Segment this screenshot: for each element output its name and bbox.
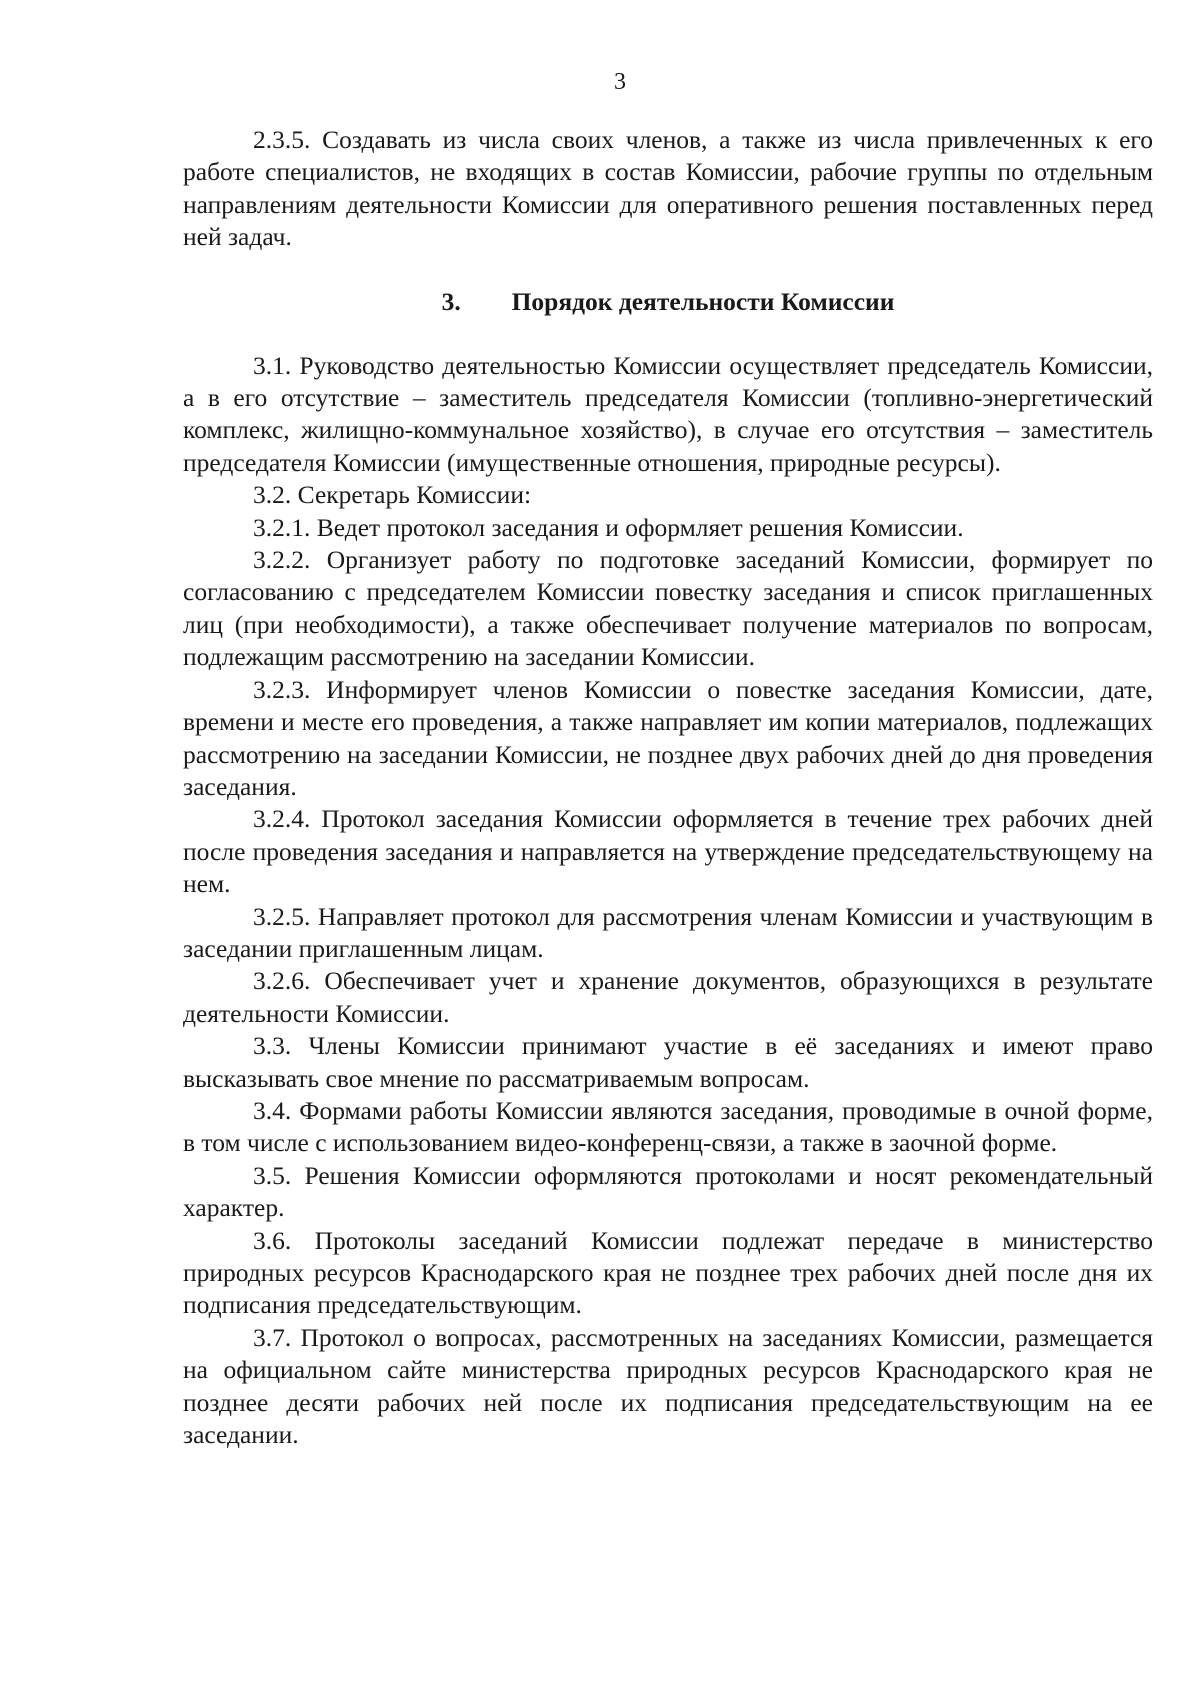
section-number: 3.: [441, 286, 461, 316]
document-body: [183, 124, 1153, 1451]
section-title: Порядок деятельности Комиссии: [511, 286, 895, 316]
paragraph-3-2-2: 3.2.2. Организует работу по подготовке заседаний Комиссии, формирует по согласованию с председателем Комиссии повестку заседания и список приглашенных лиц (при необходимости), а также обеспечивает получение материалов по вопросам, подлежащим рассмотрению на заседании Комиссии.: [183, 545, 1153, 672]
paragraph-3-6: 3.6. Протоколы заседаний Комиссии подлежат передаче в министерство природных ресурсов Краснодарского края не позднее трех рабочих дней после дня их подписания председательствующим.: [183, 1225, 1153, 1320]
paragraph-3-7: 3.7. Протокол о вопросах, рассмотренных на заседаниях Комиссии, размещается на официальном сайте министерства природных ресурсов Краснодарского края не позднее десяти рабочих ней после их подписания председательствующим на ее заседании.: [183, 1322, 1153, 1450]
paragraph-2-3-5: 2.3.5. Создавать из числа своих членов, а также из числа привлеченных к его работе специалистов, не входящих в состав Комиссии, рабочие группы по отдельным направлениям деятельности Комиссии для оперативного решения поставленных перед ней задач.: [183, 125, 1153, 252]
paragraph-3-2: 3.2. Секретарь Комиссии:: [253, 480, 532, 510]
paragraph-3-2-6: 3.2.6. Обеспечивает учет и хранение документов, образующихся в результате деятельности Комиссии.: [183, 966, 1153, 1028]
paragraph-3-4: 3.4. Формами работы Комиссии являются заседания, проводимые в очной форме, в том числе с использованием видео-конференц-связи, а также в заочной форме.: [183, 1095, 1153, 1158]
paragraph-3-3: 3.3. Члены Комиссии принимают участие в её заседаниях и имеют право высказывать свое мнение по рассматриваемым вопросам.: [183, 1031, 1153, 1093]
section-heading: [183, 286, 1153, 318]
paragraph-3-2-3: 3.2.3. Информирует членов Комиссии о повестке заседания Комиссии, дате, времени и месте его проведения, а также направляет им копии материалов, подлежащих рассмотрению на заседании Комиссии, не позднее двух рабочих дней до дня проведения заседания.: [183, 674, 1153, 801]
paragraph-3-1: 3.1. Руководство деятельностью Комиссии осуществляет председатель Комиссии, а в его отсутствие – заместитель председателя Комиссии (топливно-энергетический комплекс, жилищно-коммунальное хозяйство), в случае его отсутствия – заместитель председателя Комиссии (имущественные отношения, природные ресурсы).: [183, 350, 1153, 477]
paragraph-3-2-4: 3.2.4. Протокол заседания Комиссии оформляется в течение трех рабочих дней после проведения заседания и направляется на утверждение председательствующему на нем.: [183, 804, 1153, 899]
paragraph-3-5: 3.5. Решения Комиссии оформляются протоколами и носят рекомендательный характер.: [183, 1160, 1153, 1223]
paragraph-3-2-5: 3.2.5. Направляет протокол для рассмотрения членам Комиссии и участвующим в заседании приглашенным лицам.: [183, 901, 1153, 963]
paragraph-3-2-1: 3.2.1. Ведет протокол заседания и оформляет решения Комиссии.: [253, 512, 964, 542]
page-number: 3: [614, 69, 626, 95]
